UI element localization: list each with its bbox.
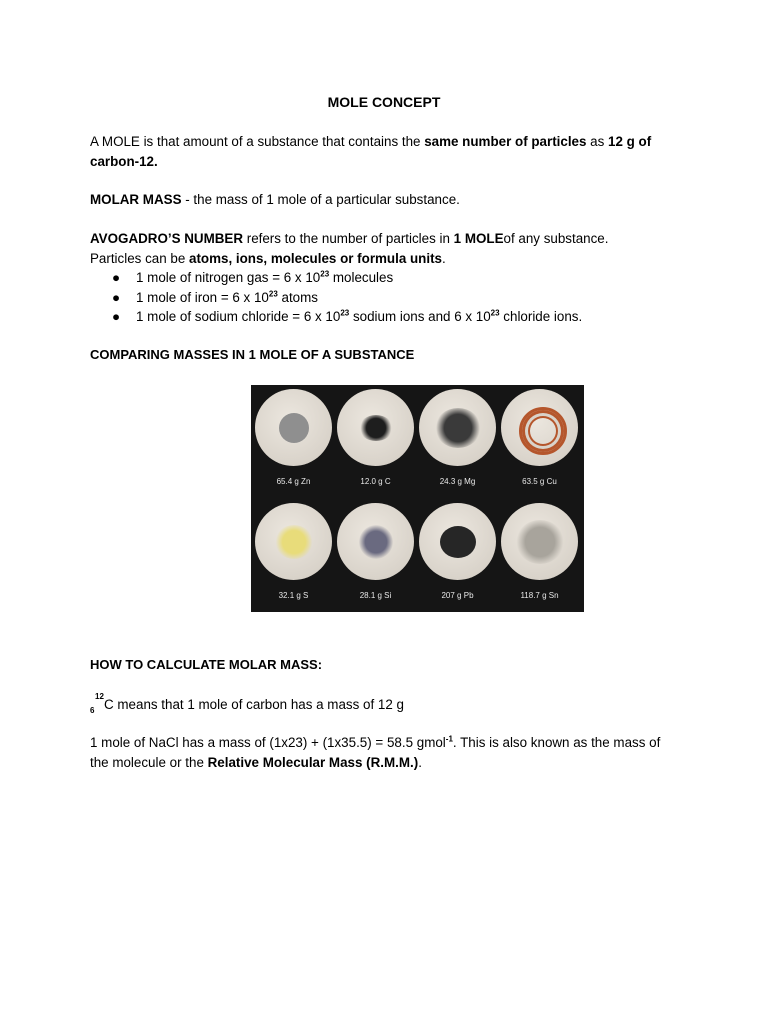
molar-mass-definition — [90, 190, 690, 210]
sample-label: 12.0 g C — [360, 477, 391, 486]
bullet-text: atoms — [277, 289, 318, 305]
avogadro-bold-1: 1 MOLE — [453, 231, 504, 246]
mole-def-text-1: A MOLE is that amount of a substance that contains the — [90, 134, 425, 149]
filter-paper-disc — [337, 503, 414, 580]
sample-label: 118.7 g Sn — [520, 591, 559, 600]
filter-paper-disc — [337, 389, 414, 466]
molar-mass-term: MOLAR MASS — [90, 192, 182, 207]
sample-cell — [334, 501, 417, 614]
avogadro-bold-2: atoms, ions, molecules or formula units — [189, 250, 442, 266]
list-item — [112, 288, 582, 308]
sample-pile — [519, 407, 567, 455]
avogadro-text-4: . — [441, 250, 446, 266]
avogadro-definition — [90, 229, 690, 268]
filter-paper-disc — [501, 389, 578, 466]
list-item — [112, 307, 582, 327]
bullet-icon: ● — [112, 309, 121, 324]
sample-pile — [435, 408, 481, 448]
sample-label: 28.1 g Si — [359, 591, 392, 600]
particle-bullet-list — [112, 268, 582, 327]
mole-def-bold-2: 12 g of carbon-12. — [90, 134, 652, 169]
page-title: MOLE CONCEPT — [327, 94, 441, 110]
nacl-bold: Relative Molecular Mass (R.M.M.) — [207, 754, 419, 770]
bullet-text: 1 mole of nitrogen gas = 6 x 10 — [136, 270, 321, 285]
filter-paper-disc — [501, 503, 578, 580]
nacl-text-1: 1 mole of NaCl has a mass of (1x23) + (1x35.5) = 58.5 gmol — [90, 735, 446, 750]
sample-label: 207 g Pb — [441, 591, 474, 600]
sample-pile — [275, 525, 313, 559]
sample-cell — [498, 501, 581, 614]
avogadro-text-3: Particles can be — [90, 250, 189, 266]
sample-cell — [334, 387, 417, 500]
exponent: 23 — [340, 308, 350, 318]
avogadro-term: AVOGADRO’S NUMBER — [90, 231, 244, 246]
nacl-text-3: . — [418, 754, 422, 770]
bullet-text: chloride ions. — [499, 309, 583, 324]
avogadro-text-1: refers to the number of particles in — [243, 231, 454, 246]
sample-cell — [416, 387, 499, 500]
nacl-molar-mass — [90, 733, 680, 772]
sample-pile — [359, 415, 393, 441]
carbon-notation: 12 6 C means that 1 mole of carbon has a mass of 12 g — [90, 692, 404, 715]
sample-cell — [416, 501, 499, 614]
sample-pile — [279, 413, 309, 443]
sample-label: 63.5 g Cu — [522, 477, 557, 486]
element-samples-photo — [251, 385, 584, 612]
bullet-text: 1 mole of sodium chloride = 6 x 10 — [136, 309, 341, 324]
mole-definition — [90, 132, 690, 171]
carbon-text: C means that 1 mole of carbon has a mass of 12 g — [104, 697, 404, 712]
filter-paper-disc — [255, 389, 332, 466]
filter-paper-disc — [255, 503, 332, 580]
exponent: -1 — [445, 734, 453, 744]
exponent: 23 — [268, 289, 278, 299]
bullet-icon: ● — [112, 270, 121, 285]
avogadro-text-2: of any substance. — [503, 231, 609, 246]
sample-label: 24.3 g Mg — [439, 477, 476, 486]
calculate-molar-mass-heading: HOW TO CALCULATE MOLAR MASS: — [90, 657, 323, 672]
molar-mass-text: - the mass of 1 mole of a particular substance. — [181, 192, 460, 207]
sample-pile — [516, 520, 564, 564]
bullet-text: 1 mole of iron = 6 x 10 — [136, 289, 269, 305]
list-item — [112, 268, 582, 288]
sample-cell — [252, 501, 335, 614]
sample-pile — [440, 526, 476, 558]
bullet-text: sodium ions and 6 x 10 — [349, 309, 491, 324]
sample-label: 65.4 g Zn — [276, 477, 311, 486]
comparing-masses-heading: COMPARING MASSES IN 1 MOLE OF A SUBSTANCE — [90, 347, 415, 362]
nacl-text-2: . This is also known as the mass of the molecule or the — [90, 735, 661, 770]
sample-label: 32.1 g S — [278, 591, 309, 600]
sample-cell — [252, 387, 335, 500]
bullet-text: molecules — [329, 270, 394, 285]
sample-cell — [498, 387, 581, 500]
exponent: 23 — [320, 269, 330, 279]
filter-paper-disc — [419, 389, 496, 466]
bullet-icon: ● — [112, 289, 121, 305]
exponent: 23 — [490, 308, 500, 318]
sample-pile — [359, 525, 393, 559]
mole-def-bold-1: same number of particles — [424, 134, 587, 149]
filter-paper-disc — [419, 503, 496, 580]
mole-def-text-2: as — [586, 134, 609, 149]
